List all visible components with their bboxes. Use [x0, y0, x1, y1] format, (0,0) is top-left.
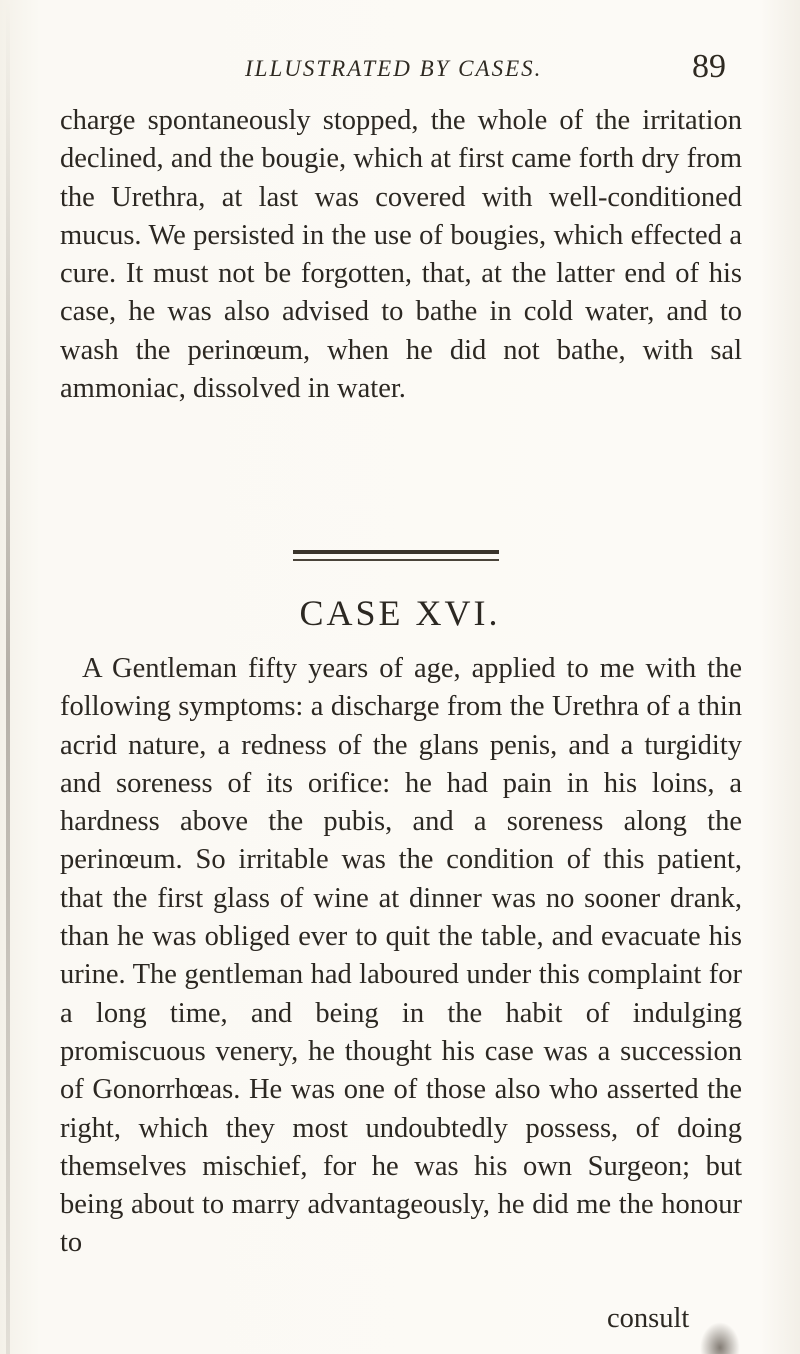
binding-gutter	[6, 0, 10, 1354]
running-head: ILLUSTRATED BY CASES.	[245, 56, 543, 81]
case-heading: CASE XVI.	[299, 593, 501, 633]
case-paragraph: A Gentleman fifty years of age, applied to me with the following symptoms: a discharge from the Urethra of a thin acrid nature, a redness of the glans penis, and a turgidity and soreness of its orifice: he had pain in his loins, a hardness above the pubis, and a soreness along the perinœum. So irritable was the condition of this patient, that the first glass of wine at dinner was no sooner drank, than he was obliged ever to quit the table, and evacuate his urine. The gentleman had laboured under this complaint for a long time, and being in the habit of indulging promiscuous venery, he thought his case was a succession of Gonorrhœas. He was one of those also who asserted the right, which they most undoubtedly possess, of doing themselves mischief, for he was his own Surgeon; but being about to marry advantageously, he did me the honour to	[60, 653, 742, 1259]
catchword: consult	[607, 1303, 690, 1334]
section-divider	[293, 550, 499, 564]
page-header	[0, 48, 800, 98]
ink-smudge	[700, 1322, 740, 1354]
paragraph-continuation: charge spontaneously stopped, the whole of the irritation declined, and the bougie, which at first came forth dry from the Urethra, at last was covered with well-conditioned mucus. We persisted in the use of bougies, which effected a cure. It must not be forgotten, that, at the latter end of his case, he was also advised to bathe in cold water, and to wash the perinœum, when he did not bathe, with sal ammoniac, dissolved in water.	[60, 105, 742, 405]
divider-thin-rule	[293, 559, 499, 561]
divider-thick-rule	[293, 550, 499, 554]
page-number: 89	[692, 48, 726, 85]
